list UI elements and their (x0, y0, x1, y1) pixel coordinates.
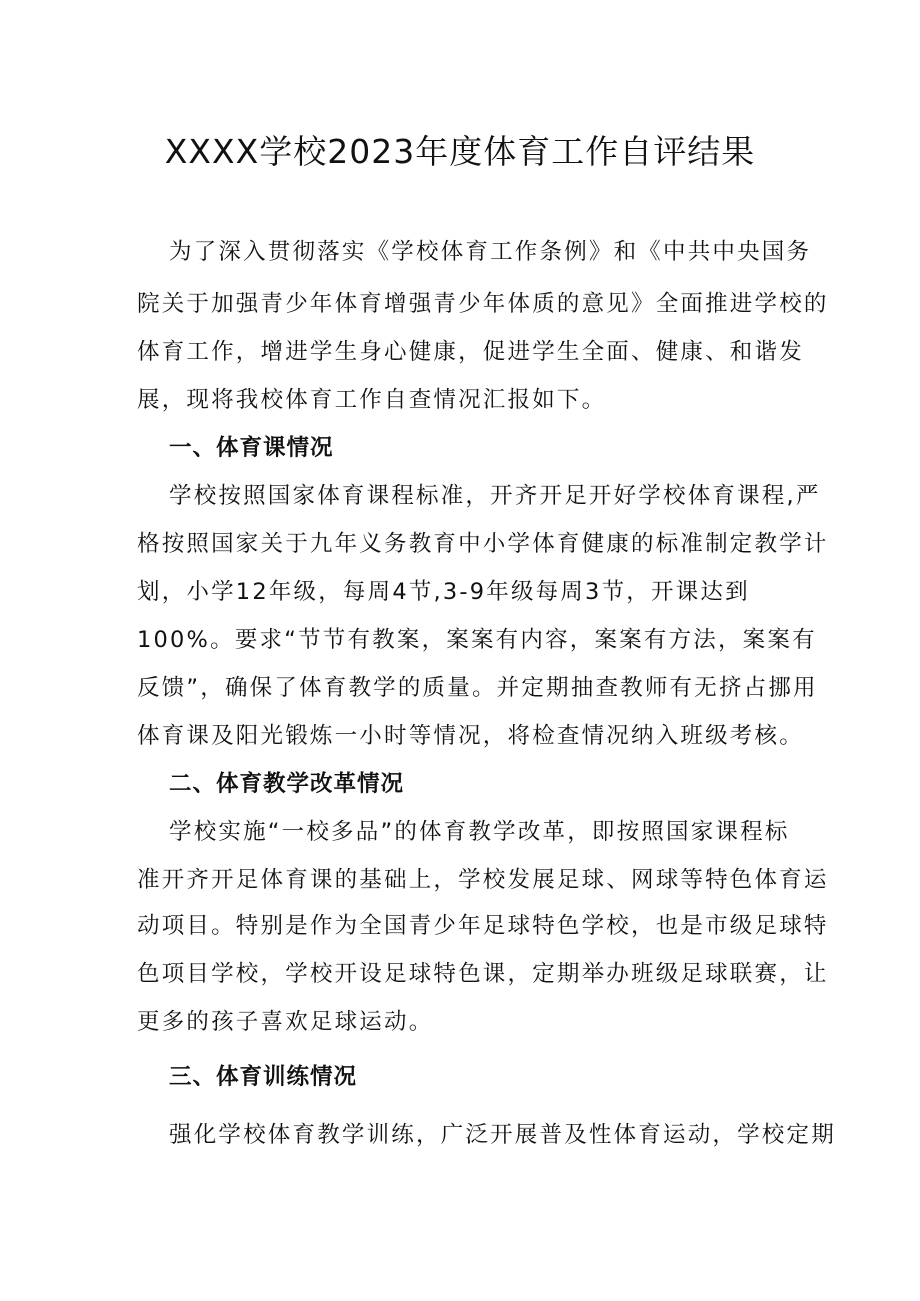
section-1-line-2: 格按照国家关于九年义务教育中小学体育健康的标准制定教学计 (137, 531, 829, 557)
section-2-line-2: 准开齐开足体育课的基础上，学校发展足球、网球等特色体育运 (137, 867, 829, 893)
section-2-line-5: 更多的孩子喜欢足球运动。 (137, 1009, 434, 1035)
section-1-line-4: 100%。要求“节节有教案，案案有内容，案案有方法，案案有 (137, 627, 817, 653)
section-1-line-3: 划，小学12年级，每周4节,3-9年级每周3节，开课达到 (137, 579, 750, 605)
section-2-heading: 二、体育教学改革情况 (169, 771, 405, 797)
section-2-line-1: 学校实施“一校多品”的体育教学改革，即按照国家课程标 (169, 819, 790, 845)
section-3-line-1: 强化学校体育教学训练，广泛开展普及性体育运动，学校定期 (169, 1122, 836, 1148)
intro-line-2: 院关于加强青少年体育增强青少年体质的意见》全面推进学校的 (137, 291, 829, 317)
section-2-line-4: 色项目学校，学校开设足球特色课，定期举办班级足球联赛，让 (137, 961, 829, 987)
section-1-line-1: 学校按照国家体育课程标准，开齐开足开好学校体育课程,严 (169, 483, 821, 509)
intro-line-4: 展，现将我校体育工作自查情况汇报如下。 (137, 387, 607, 413)
section-1-line-5: 反馈”，确保了体育教学的质量。并定期抽查教师有无挤占挪用 (137, 675, 818, 701)
intro-line-1: 为了深入贯彻落实《学校体育工作条例》和《中共中央国务 (169, 239, 812, 265)
document-title: XXXX学校2023年度体育工作自评结果 (164, 132, 756, 171)
section-3-heading: 三、体育训练情况 (169, 1064, 358, 1090)
intro-line-3: 体育工作，增进学生身心健康，促进学生全面、健康、和谐发 (137, 339, 804, 365)
section-2-line-3: 动项目。特别是作为全国青少年足球特色学校，也是市级足球特 (137, 913, 829, 939)
section-1-line-6: 体育课及阳光锻炼一小时等情况，将检查情况纳入班级考核。 (137, 723, 804, 749)
section-1-heading: 一、体育课情况 (169, 435, 334, 461)
